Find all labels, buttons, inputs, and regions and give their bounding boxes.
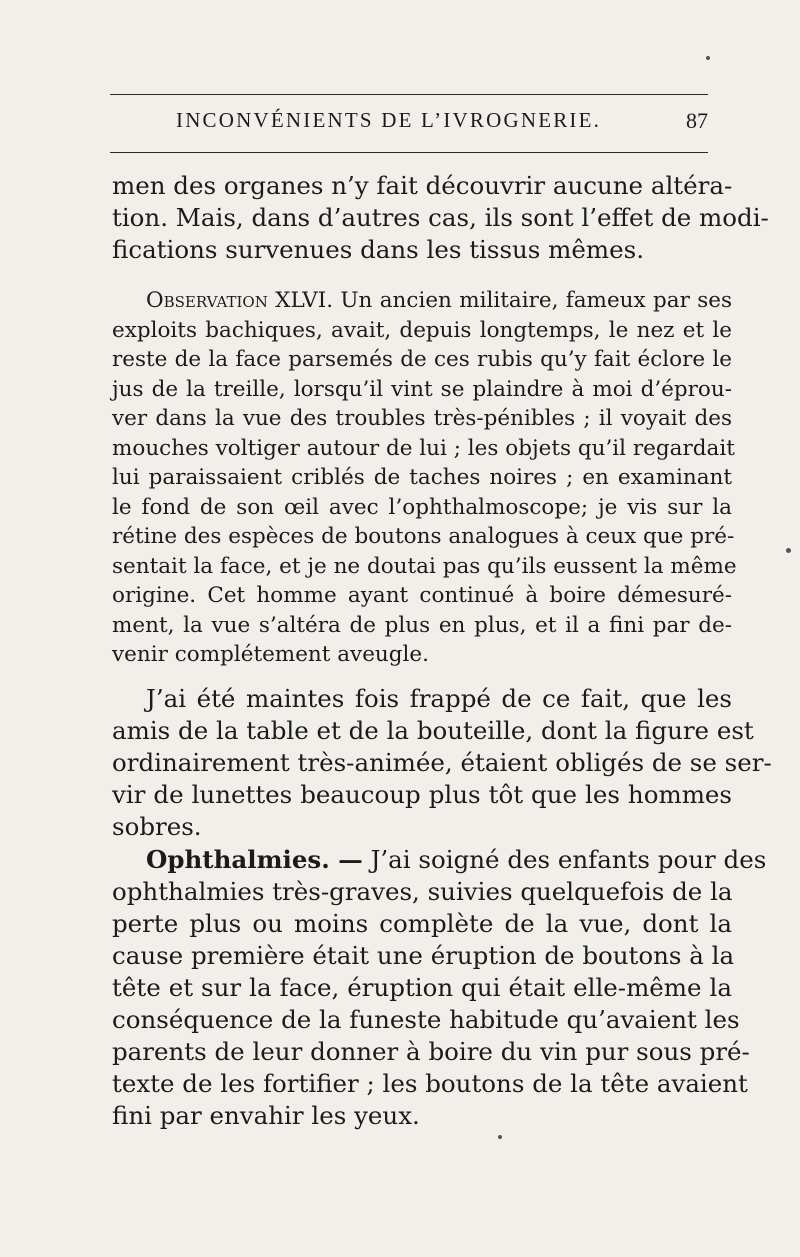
text-line: rétine des espèces de boutons analogues à ceux que pré- [112, 524, 735, 549]
text-line: sentait la face, et je ne doutai pas qu’ils eussent la même [112, 553, 737, 579]
text-line: men des organes n’y fait découvrir aucune altéra- [112, 171, 733, 200]
text-run: Un ancien militaire, fameux par ses [333, 288, 732, 313]
text-line: sobres. [112, 812, 202, 841]
observation-paragraph [112, 286, 737, 670]
running-title: INCONVÉNIENTS DE L’IVROGNERIE. [176, 108, 602, 132]
text-line: conséquence de la funeste habitude qu’avaient les [112, 1005, 740, 1034]
text-line: origine. Cet homme ayant continué à boire démesuré- [112, 583, 732, 608]
text-line: ver dans la vue des troubles très-pénibles ; il voyait des [112, 406, 732, 431]
body-paragraph [112, 683, 772, 843]
header-rule-top [110, 94, 708, 95]
text-line: amis de la table et de la bouteille, dont la figure est [112, 716, 754, 745]
text-line: ordinairement très-animée, étaient obligés de se ser- [112, 748, 772, 777]
text-line: ophthalmies très-graves, suivies quelquefois de la [112, 877, 733, 906]
text-line: lui paraissaient criblés de taches noires ; en examinant [112, 465, 732, 490]
text-line: texte de les fortifier ; les boutons de la tête avaient [112, 1069, 748, 1098]
text-line: perte plus ou moins complète de la vue, dont la [112, 909, 732, 938]
text-line: jus de la treille, lorsqu’il vint se plaindre à moi d’éprou- [112, 376, 732, 402]
text-line [112, 286, 732, 316]
text-run: J’ai soigné des enfants pour des [362, 845, 767, 874]
text-line: tête et sur la face, éruption qui était elle-même la [112, 973, 732, 1002]
ophthalmies-paragraph [112, 844, 767, 1132]
text-line: ment, la vue s’altéra de plus en plus, et il a fini par de- [112, 612, 732, 638]
text-line: reste de la face parsemés de ces rubis qu’y fait éclore le [112, 347, 732, 372]
section-heading: Ophthalmies. — [146, 845, 363, 874]
text-line: exploits bachiques, avait, depuis longtemps, le nez et le [112, 317, 732, 343]
text-line: vir de lunettes beaucoup plus tôt que les hommes [112, 780, 732, 809]
text-line: fini par envahir les yeux. [112, 1101, 420, 1130]
text-line: venir complétement aveugle. [112, 642, 429, 667]
paper-speck [706, 56, 710, 60]
text-line: le fond de son œil avec l’ophthalmoscope; je vis sur la [112, 494, 732, 520]
observation-heading: Observation XLVI. [146, 288, 334, 313]
text-line: tion. Mais, dans d’autres cas, ils sont l’effet de modi- [112, 203, 769, 232]
text-line: mouches voltiger autour de lui ; les objets qu’il regardait [112, 435, 735, 461]
text-line: J’ai été maintes fois frappé de ce fait, que les [146, 684, 732, 713]
text-line [112, 844, 767, 876]
paragraph-continuation [112, 170, 769, 266]
text-line: fications survenues dans les tissus mêmes. [112, 235, 644, 264]
running-header [110, 104, 708, 140]
header-rule-bottom [110, 152, 708, 153]
paper-speck [498, 1135, 502, 1139]
text-line: parents de leur donner à boire du vin pur sous pré- [112, 1037, 750, 1066]
page-number: 87 [686, 108, 708, 133]
paper-speck [786, 548, 791, 553]
text-line: cause première était une éruption de boutons à la [112, 941, 735, 970]
